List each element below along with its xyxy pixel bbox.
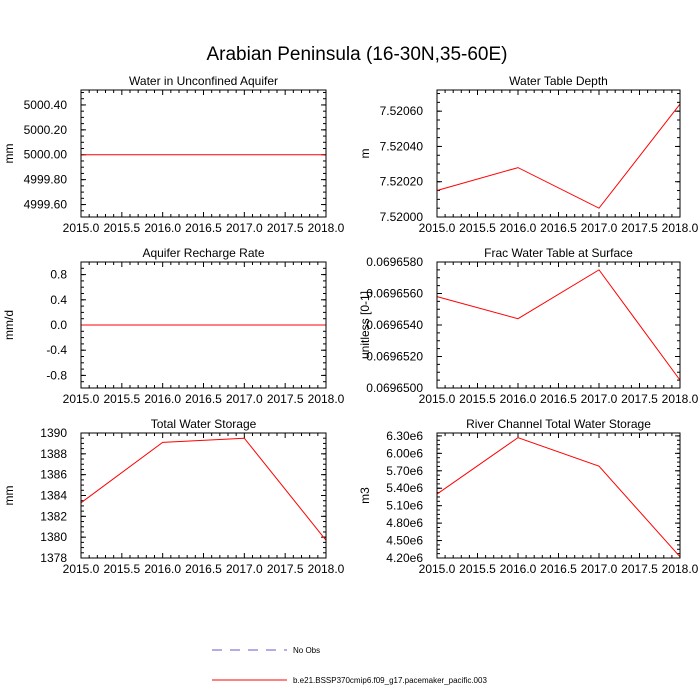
x-tick-label: 2017.5 — [621, 221, 658, 235]
x-tick-label: 2017.0 — [225, 392, 263, 406]
legend — [212, 646, 487, 685]
y-tick-label: 4.80e6 — [386, 516, 423, 531]
y-tick-label: 1388 — [40, 446, 67, 461]
x-tick-label: 2017.0 — [580, 562, 618, 576]
x-tick-label: 2015.5 — [459, 562, 496, 576]
y-tick-label: 0.8 — [50, 267, 67, 282]
chart-panel-3 — [2, 246, 345, 406]
y-tick-label: 5.40e6 — [386, 481, 423, 496]
y-tick-label: 1382 — [40, 509, 67, 524]
y-tick-label: 0.4 — [50, 292, 67, 307]
x-tick-label: 2017.5 — [266, 392, 304, 406]
x-tick-label: 2015.0 — [62, 221, 100, 235]
x-tick-label: 2018.0 — [307, 392, 345, 406]
x-tick-label: 2016.5 — [185, 562, 222, 576]
y-axis-label: mm — [2, 143, 16, 164]
x-tick-label: 2017.5 — [621, 562, 658, 576]
panel-title: Aquifer Recharge Rate — [142, 246, 265, 260]
y-tick-label: 5.10e6 — [386, 498, 423, 513]
y-tick-label: 5.70e6 — [386, 463, 423, 478]
x-tick-label: 2016.0 — [499, 562, 537, 576]
y-tick-label: 4.20e6 — [386, 551, 423, 565]
chart-panel-1 — [2, 74, 345, 235]
y-tick-label: 1386 — [40, 467, 67, 482]
chart-panel-5 — [2, 417, 345, 576]
x-tick-label: 2017.5 — [266, 221, 304, 235]
x-tick-label: 2016.5 — [540, 221, 577, 235]
chart-panels — [2, 74, 699, 576]
x-tick-label: 2016.0 — [144, 392, 182, 406]
y-axis-label: m — [358, 148, 372, 159]
x-tick-label: 2016.0 — [499, 221, 537, 235]
x-tick-label: 2015.0 — [418, 562, 456, 576]
plot-frame — [437, 262, 680, 388]
x-tick-label: 2018.0 — [661, 562, 699, 576]
y-tick-label: -0.8 — [46, 368, 67, 383]
x-tick-label: 2015.5 — [103, 221, 141, 235]
y-tick-label: 6.30e6 — [386, 428, 423, 443]
series-line-1 — [437, 438, 680, 557]
plot-frame — [437, 90, 680, 217]
legend-case-label: b.e21.BSSP370cmip6.f09_g17.pacemaker_pacific.003 — [293, 676, 487, 685]
x-tick-label: 2017.0 — [580, 392, 618, 406]
y-tick-label: 1390 — [40, 426, 67, 440]
chart-panel-2 — [358, 74, 699, 235]
y-tick-label: 0.0696540 — [366, 318, 423, 332]
panel-title: Frac Water Table at Surface — [484, 246, 633, 260]
x-tick-label: 2015.5 — [459, 221, 496, 235]
y-axis-label: mm — [2, 485, 16, 506]
y-tick-label: 0.0696500 — [366, 381, 423, 395]
plot-frame — [81, 90, 326, 217]
y-tick-label: 7.52060 — [379, 104, 423, 119]
x-tick-label: 2016.0 — [499, 392, 537, 406]
x-tick-label: 2016.0 — [144, 221, 182, 235]
x-tick-label: 2016.5 — [185, 221, 222, 235]
y-tick-label: 1380 — [40, 530, 67, 545]
x-tick-label: 2018.0 — [661, 221, 699, 235]
y-tick-label: 0.0 — [50, 318, 67, 332]
series-line-1 — [437, 270, 680, 380]
x-tick-label: 2016.5 — [540, 562, 577, 576]
y-tick-label: -0.4 — [46, 343, 67, 358]
y-tick-label: 7.52040 — [379, 139, 423, 154]
y-tick-label: 7.52000 — [379, 210, 423, 224]
y-tick-label: 1378 — [40, 551, 67, 565]
y-tick-label: 5000.40 — [23, 97, 67, 112]
x-tick-label: 2015.5 — [103, 562, 141, 576]
x-tick-label: 2017.0 — [225, 562, 263, 576]
x-tick-label: 2015.0 — [418, 221, 456, 235]
x-tick-label: 2018.0 — [661, 392, 699, 406]
y-tick-label: 7.52020 — [379, 174, 423, 189]
figure-title: Arabian Peninsula (16-30N,35-60E) — [206, 44, 508, 65]
panel-title: Water in Unconfined Aquifer — [129, 74, 278, 88]
x-tick-label: 2017.0 — [225, 221, 263, 235]
y-axis-label: unitless [0-1] — [358, 290, 372, 360]
x-tick-label: 2015.5 — [103, 392, 141, 406]
x-tick-label: 2015.5 — [459, 392, 496, 406]
y-axis-label: m3 — [358, 487, 372, 504]
x-tick-label: 2016.5 — [540, 392, 577, 406]
y-tick-label: 0.0696580 — [366, 255, 423, 269]
y-tick-label: 4.50e6 — [386, 533, 423, 548]
x-tick-label: 2015.0 — [62, 392, 100, 406]
y-tick-label: 6.00e6 — [386, 446, 423, 461]
x-tick-label: 2015.0 — [418, 392, 456, 406]
x-tick-label: 2018.0 — [307, 221, 345, 235]
panel-title: Total Water Storage — [150, 417, 257, 431]
y-tick-label: 5000.20 — [23, 122, 67, 137]
y-tick-label: 4999.80 — [23, 172, 67, 187]
x-tick-label: 2016.5 — [185, 392, 222, 406]
chart-panel-4 — [358, 246, 699, 406]
y-tick-label: 4999.60 — [23, 197, 67, 212]
x-tick-label: 2017.0 — [580, 221, 618, 235]
x-tick-label: 2016.0 — [144, 562, 182, 576]
y-tick-label: 0.0696520 — [366, 349, 423, 364]
series-line-1 — [437, 104, 680, 208]
x-tick-label: 2017.5 — [621, 392, 658, 406]
y-tick-label: 1384 — [40, 488, 67, 503]
series-line-1 — [81, 438, 326, 540]
legend-no-obs-label: No Obs — [293, 646, 321, 655]
panel-title: River Channel Total Water Storage — [466, 417, 651, 431]
x-tick-label: 2015.0 — [62, 562, 100, 576]
y-tick-label: 0.0696560 — [366, 286, 423, 301]
panel-title: Water Table Depth — [509, 74, 608, 88]
plot-frame — [81, 433, 326, 558]
y-tick-label: 5000.00 — [23, 147, 67, 162]
chart-panel-6 — [358, 417, 699, 576]
x-tick-label: 2018.0 — [307, 562, 345, 576]
y-axis-label: mm/d — [2, 310, 16, 340]
x-tick-label: 2017.5 — [266, 562, 304, 576]
